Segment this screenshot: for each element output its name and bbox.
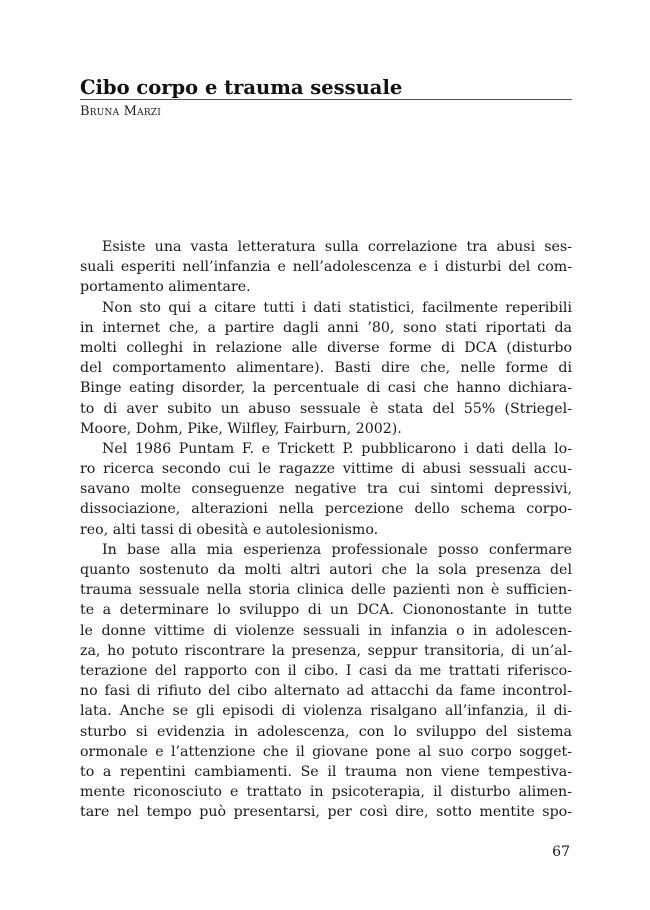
title-rule (80, 99, 572, 100)
author-name: Bruna Marzi (80, 104, 162, 119)
text-line: Binge eating disorder, la percentuale di casi che hanno dichiara- (80, 380, 572, 397)
text-line: Esiste una vasta letteratura sulla correlazione tra abusi ses- (102, 239, 572, 255)
text-line: del comportamento alimentare). Basti dire che, nelle forme di (80, 360, 572, 377)
text-line: quanto sostenuto da molti altri autori che la sola presenza del (80, 562, 572, 578)
page-number: 67 (552, 844, 570, 860)
text-line: suali esperiti nell’infanzia e nell’adolescenza e i disturbi del com- (80, 259, 572, 276)
text-line: to a repentini cambiamenti. Se il trauma non viene tempestiva- (80, 763, 572, 780)
text-line: ormonale e l’attenzione che il giovane pone al suo corpo sogget- (80, 743, 572, 760)
text-line: portamento alimentare. (80, 279, 251, 296)
text-line: Non sto qui a citare tutti i dati statistici, facilmente reperibili (102, 299, 572, 316)
text-line: to di aver subito un abuso sessuale è stata del 55% (Striegel- (80, 400, 572, 417)
text-line: molti colleghi in relazione alle diverse forme di DCA (disturbo (80, 339, 572, 356)
text-line: sturbo si evidenzia in adolescenza, con lo sviluppo del sistema (80, 723, 572, 740)
body-text (80, 237, 572, 822)
text-line: ro ricerca secondo cui le ragazze vittime di abusi sessuali accu- (80, 461, 572, 478)
text-line: trauma sessuale nella storia clinica delle pazienti non è sufficien- (80, 582, 572, 599)
text-line: mente riconosciuto e trattato in psicoterapia, il disturbo alimen- (80, 784, 572, 801)
text-line: lata. Anche se gli episodi di violenza risalgano all’infanzia, il di- (80, 703, 572, 720)
chapter-title: Cibo corpo e trauma sessuale (80, 76, 403, 99)
text-line: Nel 1986 Puntam F. e Trickett P. pubblicarono i dati della lo- (102, 440, 572, 457)
text-line: no fasi di rifiuto del cibo alternato ad attacchi da fame incontrol- (80, 683, 572, 700)
text-line: in internet che, a partire dagli anni ’80, sono stati riportati da (80, 319, 572, 336)
text-line: Moore, Dohm, Pike, Wilfley, Fairburn, 2002). (80, 420, 402, 437)
text-line: te a determinare lo sviluppo di un DCA. Ciononostante in tutte (80, 602, 572, 619)
text-line: reo, alti tassi di obesità e autolesionismo. (80, 521, 379, 538)
text-line: terazione del rapporto con il cibo. I casi da me trattati riferisco- (80, 662, 572, 679)
text-line: dissociazione, alterazioni nella percezione dello schema corpo- (80, 501, 572, 518)
text-line: le donne vittime di violenze sessuali in infanzia o in adolescen- (80, 622, 572, 639)
text-line: za, ho potuto riscontrare la presenza, seppur transitoria, di un’al- (80, 642, 572, 659)
text-line: tare nel tempo può presentarsi, per così dire, sotto mentite spo- (80, 804, 572, 821)
text-line: savano molte conseguenze negative tra cui sintomi depressivi, (80, 481, 572, 498)
text-line: In base alla mia esperienza professionale posso confermare (102, 541, 572, 558)
